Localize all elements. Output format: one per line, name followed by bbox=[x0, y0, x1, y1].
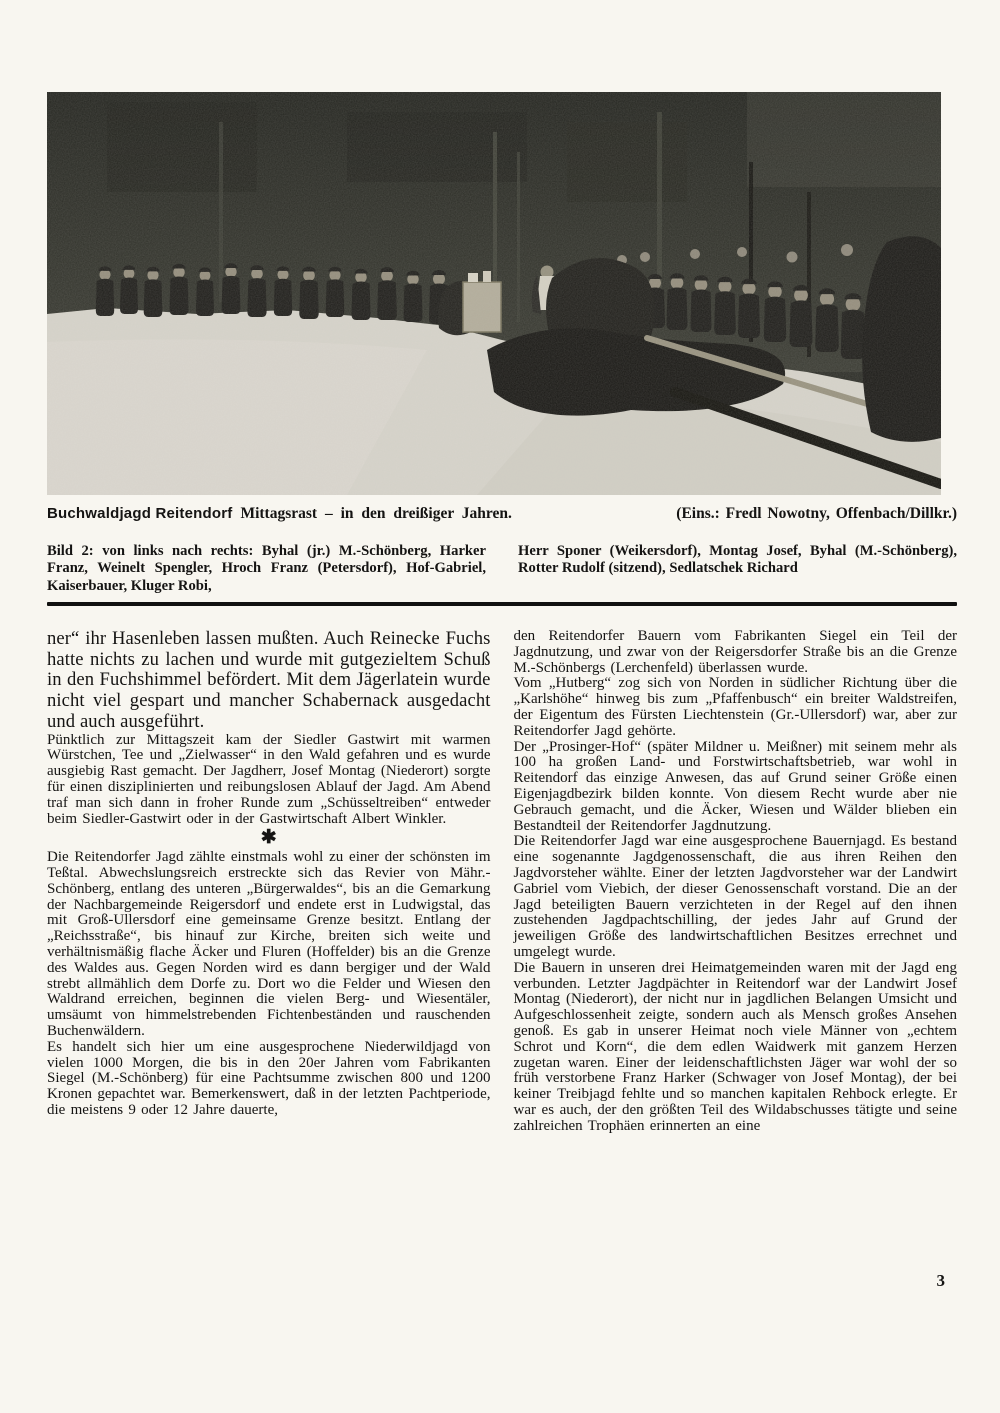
left-paragraphs-before-star bbox=[47, 733, 491, 828]
legend-right-column: Herr Sponer (Weikersdorf), Montag Josef, Byhal (M.-Schönberg), Rotter Rudolf (sitzend), Sedlatschek Richard bbox=[518, 543, 957, 577]
paragraph: Die Reitendorfer Jagd zählte einstmals wohl zu einer der schönsten im Teßtal. Abwechslungsreich erstreckte sich das Revier von Mähr.-Schönberg, entlang des unteren „Bürgerwaldes“, bis an die Gemarkung der Nachbargemeinde Reigersdorf und endete erst in Ludwigstal, das mit Groß-Ullersdorf eine gemeinsame Grenze besitzt. Entlang der „Reichsstraße“, bis hinauf zur Kirche, breiten sich weite und verhältnismäßig flache Äcker und Fluren (Hoffelder) bis an die Grenze des Waldes aus. Gegen Norden wird es dann bergiger und der Wald strebt allmählich dem Dorfe zu. Dort wo die Felder und Wiesen den Waldrand erreichen, beginnen die vielen Berg- und Wiesentäler, umsäumt von himmelstrebenden Fichtenbeständen und rauschenden Buchenwäldern. bbox=[47, 849, 491, 1040]
left-paragraphs-after-star bbox=[47, 850, 491, 1119]
caption-text: Mittagsrast – in den dreißiger Jahren. bbox=[240, 505, 512, 522]
paragraph: Pünktlich zur Mittagszeit kam der Siedler Gastwirt mit warmen Würstchen, Tee und „Zielwasser“ in den Wald gefahren und es wurde ausgiebig Rast gemacht. Der Jagdherr, Josef Montag (Niederort) sorgte für einen disziplinierten und reibungslosen Ablauf der Jagd. Am Abend traf man sich dann in froher Runde zum „Schüsseltreiben“ entweder beim Siedler-Gastwirt oder in der Gastwirtschaft Albert Winkler. bbox=[47, 731, 491, 827]
page-number: 3 bbox=[936, 1271, 945, 1290]
paragraph: Die Bauern in unseren drei Heimatgemeinden waren mit der Jagd eng verbunden. Letzter Jagdpächter in Reitendorf war der Landwirt Josef Montag (Niederort), der nicht nur in jagdlichen Belangen Umsicht und Aufgeschlossenheit zeigte, sondern auch als Mensch großes Ansehen genoß. Es gab in unserer Heimat noch viele Männer von „echtem Schrot und Korn“, die dem edlen Waidwerk mit ganzem Herzen zugetan waren. Einer der leidenschaftlichsten Jäger war wohl der so früh verstorbene Franz Harker (Schwager von Josef Montag), der bei keiner Treibjagd fehlte und so manchen kapitalen Rehbock erlegte. Er war es auch, der den größten Teil des Wildabschusses tätigte und seine zahlreichen Trophäen erinnerten an eine bbox=[513, 959, 957, 1134]
caption-credit: (Eins.: Fredl Nowotny, Offenbach/Dillkr.) bbox=[676, 505, 957, 522]
photo-caption-main bbox=[47, 504, 512, 523]
article-right-column bbox=[514, 629, 958, 1135]
paragraph: Es handelt sich hier um eine ausgesprochene Niederwildjagd von vielen 1000 Morgen, die bis in den 20er Jahren vom Fabrikanten Siegel (M.-Schönberg) für eine Pachtsumme zwischen 800 und 1200 Kronen gepachtet war. Bemerkenswert, daß in der letzten Pachtperiode, die meistens 9 oder 12 Jahre dauerte, bbox=[47, 1038, 491, 1119]
photo-legend bbox=[47, 543, 957, 595]
paragraph: den Reitendorfer Bauern vom Fabrikanten Siegel ein Teil der Jagdnutzung, und zwar von der Reigersdorfer Straße bis an die Grenze M.-Schönbergs (Lerchenfeld) überlassen wurde. bbox=[513, 628, 957, 676]
article-body bbox=[47, 629, 957, 1135]
paragraph: Der „Prosinger-Hof“ (später Mildner u. Meißner) mit seinem mehr als 100 ha großen Land- und Forstwirtschaftsbetrieb, war wohl in Reitendorf das einzige Anwesen, das auf Grund seiner Größe einen Eigenjagdbezirk bilden konnte. Von diesem Recht wurde aber nie Gebrauch gemacht, und die Äcker, Wiesen und Wälder blieben ein Bestandteil der Reitendorfer Jagdnutzung. bbox=[513, 738, 957, 834]
photo-caption bbox=[47, 504, 957, 523]
hunting-party-photo-art bbox=[47, 92, 941, 495]
paragraph: Vom „Hutberg“ zog sich von Norden in südlicher Richtung über die „Karlshöhe“ hinweg bis zum „Pfaffenbusch“ ein breiter Waldstreifen, der Eigentum des Fürsten Liechtenstein (Gr.-Ullersdorf) war, aber zur Reitendorfer Jagd gehörte. bbox=[513, 675, 957, 739]
lead-paragraph: ner“ ihr Hasenleben lassen mußten. Auch Reinecke Fuchs hatte nichts zu lachen und wurde mit gutgezieltem Schuß in den Fuchshimmel befördert. Mit dem Jägerlatein wurde nicht viel gespart und mancher Schabernack ausgedacht und auch ausgeführt. bbox=[47, 628, 491, 732]
article-left-column bbox=[47, 629, 491, 1135]
paragraph: Die Reitendorfer Jagd war eine ausgesprochene Bauernjagd. Es bestand eine sogenannte Jagdgenossenschaft, die aus ihren Reihen den Jagdvorsteher wählte. Einer der letzten Jagdvorsteher war der Landwirt Gabriel vom Viebich, der dieser Genossenschaft vorstand. Die an der Jagd beteiligten Bauern verzichteten in der Regel auf den ihnen zustehenden Jagdpachtschilling, der jedes Jahr auf Grund der jeweiligen Größe des landwirtschaftlichen Besitzes errechnet und umgelegt wurde. bbox=[513, 833, 957, 960]
legend-left-column: Bild 2: von links nach rechts: Byhal (jr.) M.-Schönberg, Harker Franz, Weinelt Spengler, Hroch Franz (Petersdorf), Hof-Gabriel, Kaiserbauer, Kluger Robi, bbox=[47, 543, 486, 594]
hunting-party-photo bbox=[47, 92, 941, 495]
caption-title: Buchwaldjagd Reitendorf bbox=[47, 505, 233, 522]
divider-rule bbox=[47, 602, 957, 606]
star-separator: ✱ bbox=[260, 827, 277, 849]
